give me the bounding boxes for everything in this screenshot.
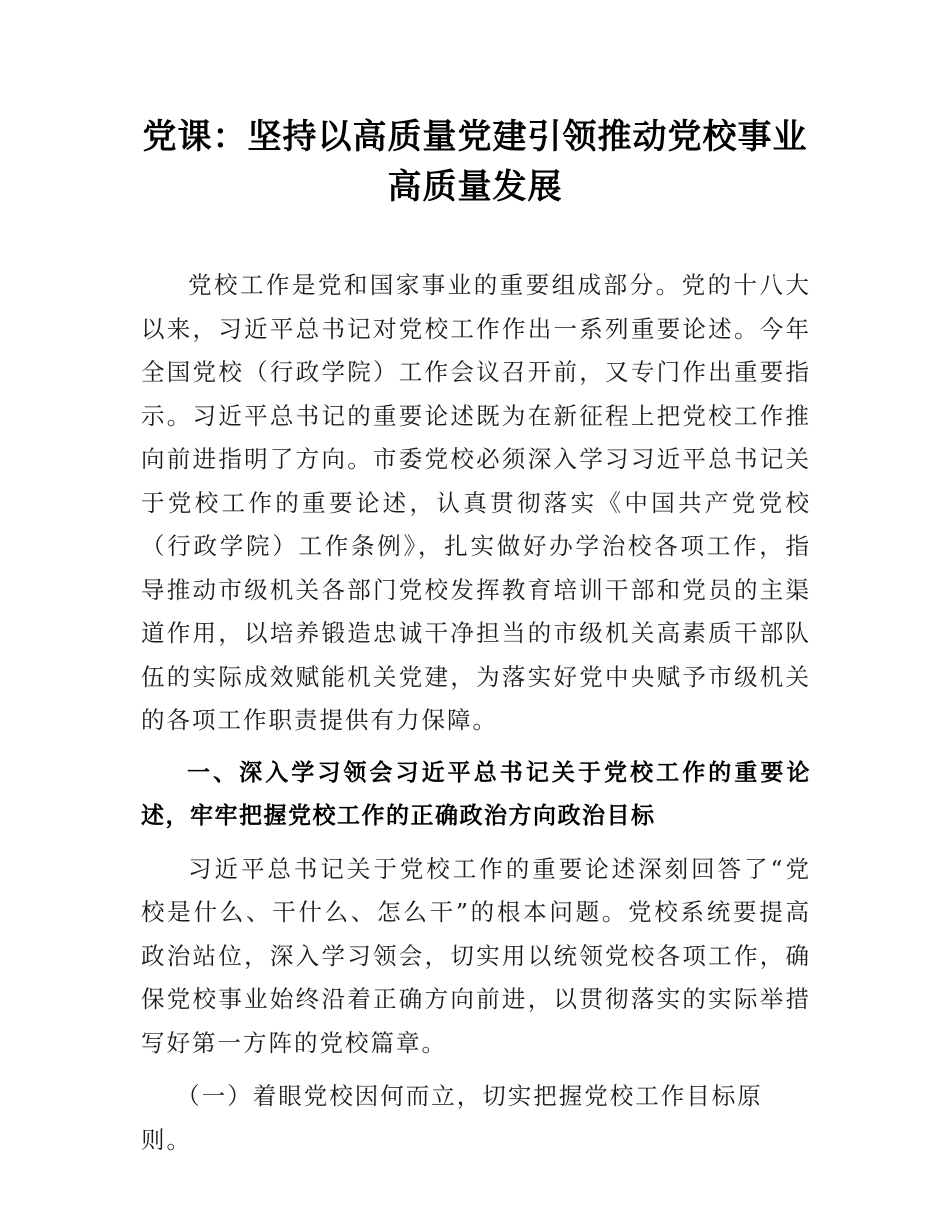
intro-paragraph: 党校工作是党和国家事业的重要组成部分。党的十八大以来，习近平总书记对党校工作作出一系列重要论述。今年全国党校（行政学院）工作会议召开前，又专门作出重要指示。习近平总书记的重要论述既为在新征程上把党校工作推向前进指明了方向。市委党校必须深入学习习近平总书记关于党校工作的重要论述，认真贯彻落实《中国共产党党校（行政学院）工作条例》，扎实做好办学治校各项工作，指导推动市级机关各部门党校发挥教育培训干部和党员的主渠道作用，以培养锻造忠诚干净担当的市级机关高素质干部队伍的实际成效赋能机关党建，为落实好党中央赋予市级机关的各项工作职责提供有力保障。: [141, 271, 811, 734]
title-line-1: 党课：坚持以高质量党建引领推动党校事业: [142, 117, 808, 157]
document-title: [120, 112, 830, 212]
section-1-heading: 一、深入学习领会习近平总书记关于党校工作的重要论述，牢牢把握党校工作的正确政治方向政治目标: [141, 759, 811, 829]
document-body: [141, 264, 811, 1162]
section-1-paragraph: 习近平总书记关于党校工作的重要论述深刻回答了“党校是什么、干什么、怎么干”的根本问题。党校系统要提高政治站位，深入学习领会，切实用以统领党校各项工作，确保党校事业始终沿着正确方向前进，以贯彻落实的实际举措写好第一方阵的党校篇章。: [141, 854, 811, 1057]
subsection-1-heading: （一）着眼党校因何而立，切实把握党校工作目标原则。: [141, 1082, 763, 1154]
title-line-2: 高质量发展: [387, 167, 563, 207]
